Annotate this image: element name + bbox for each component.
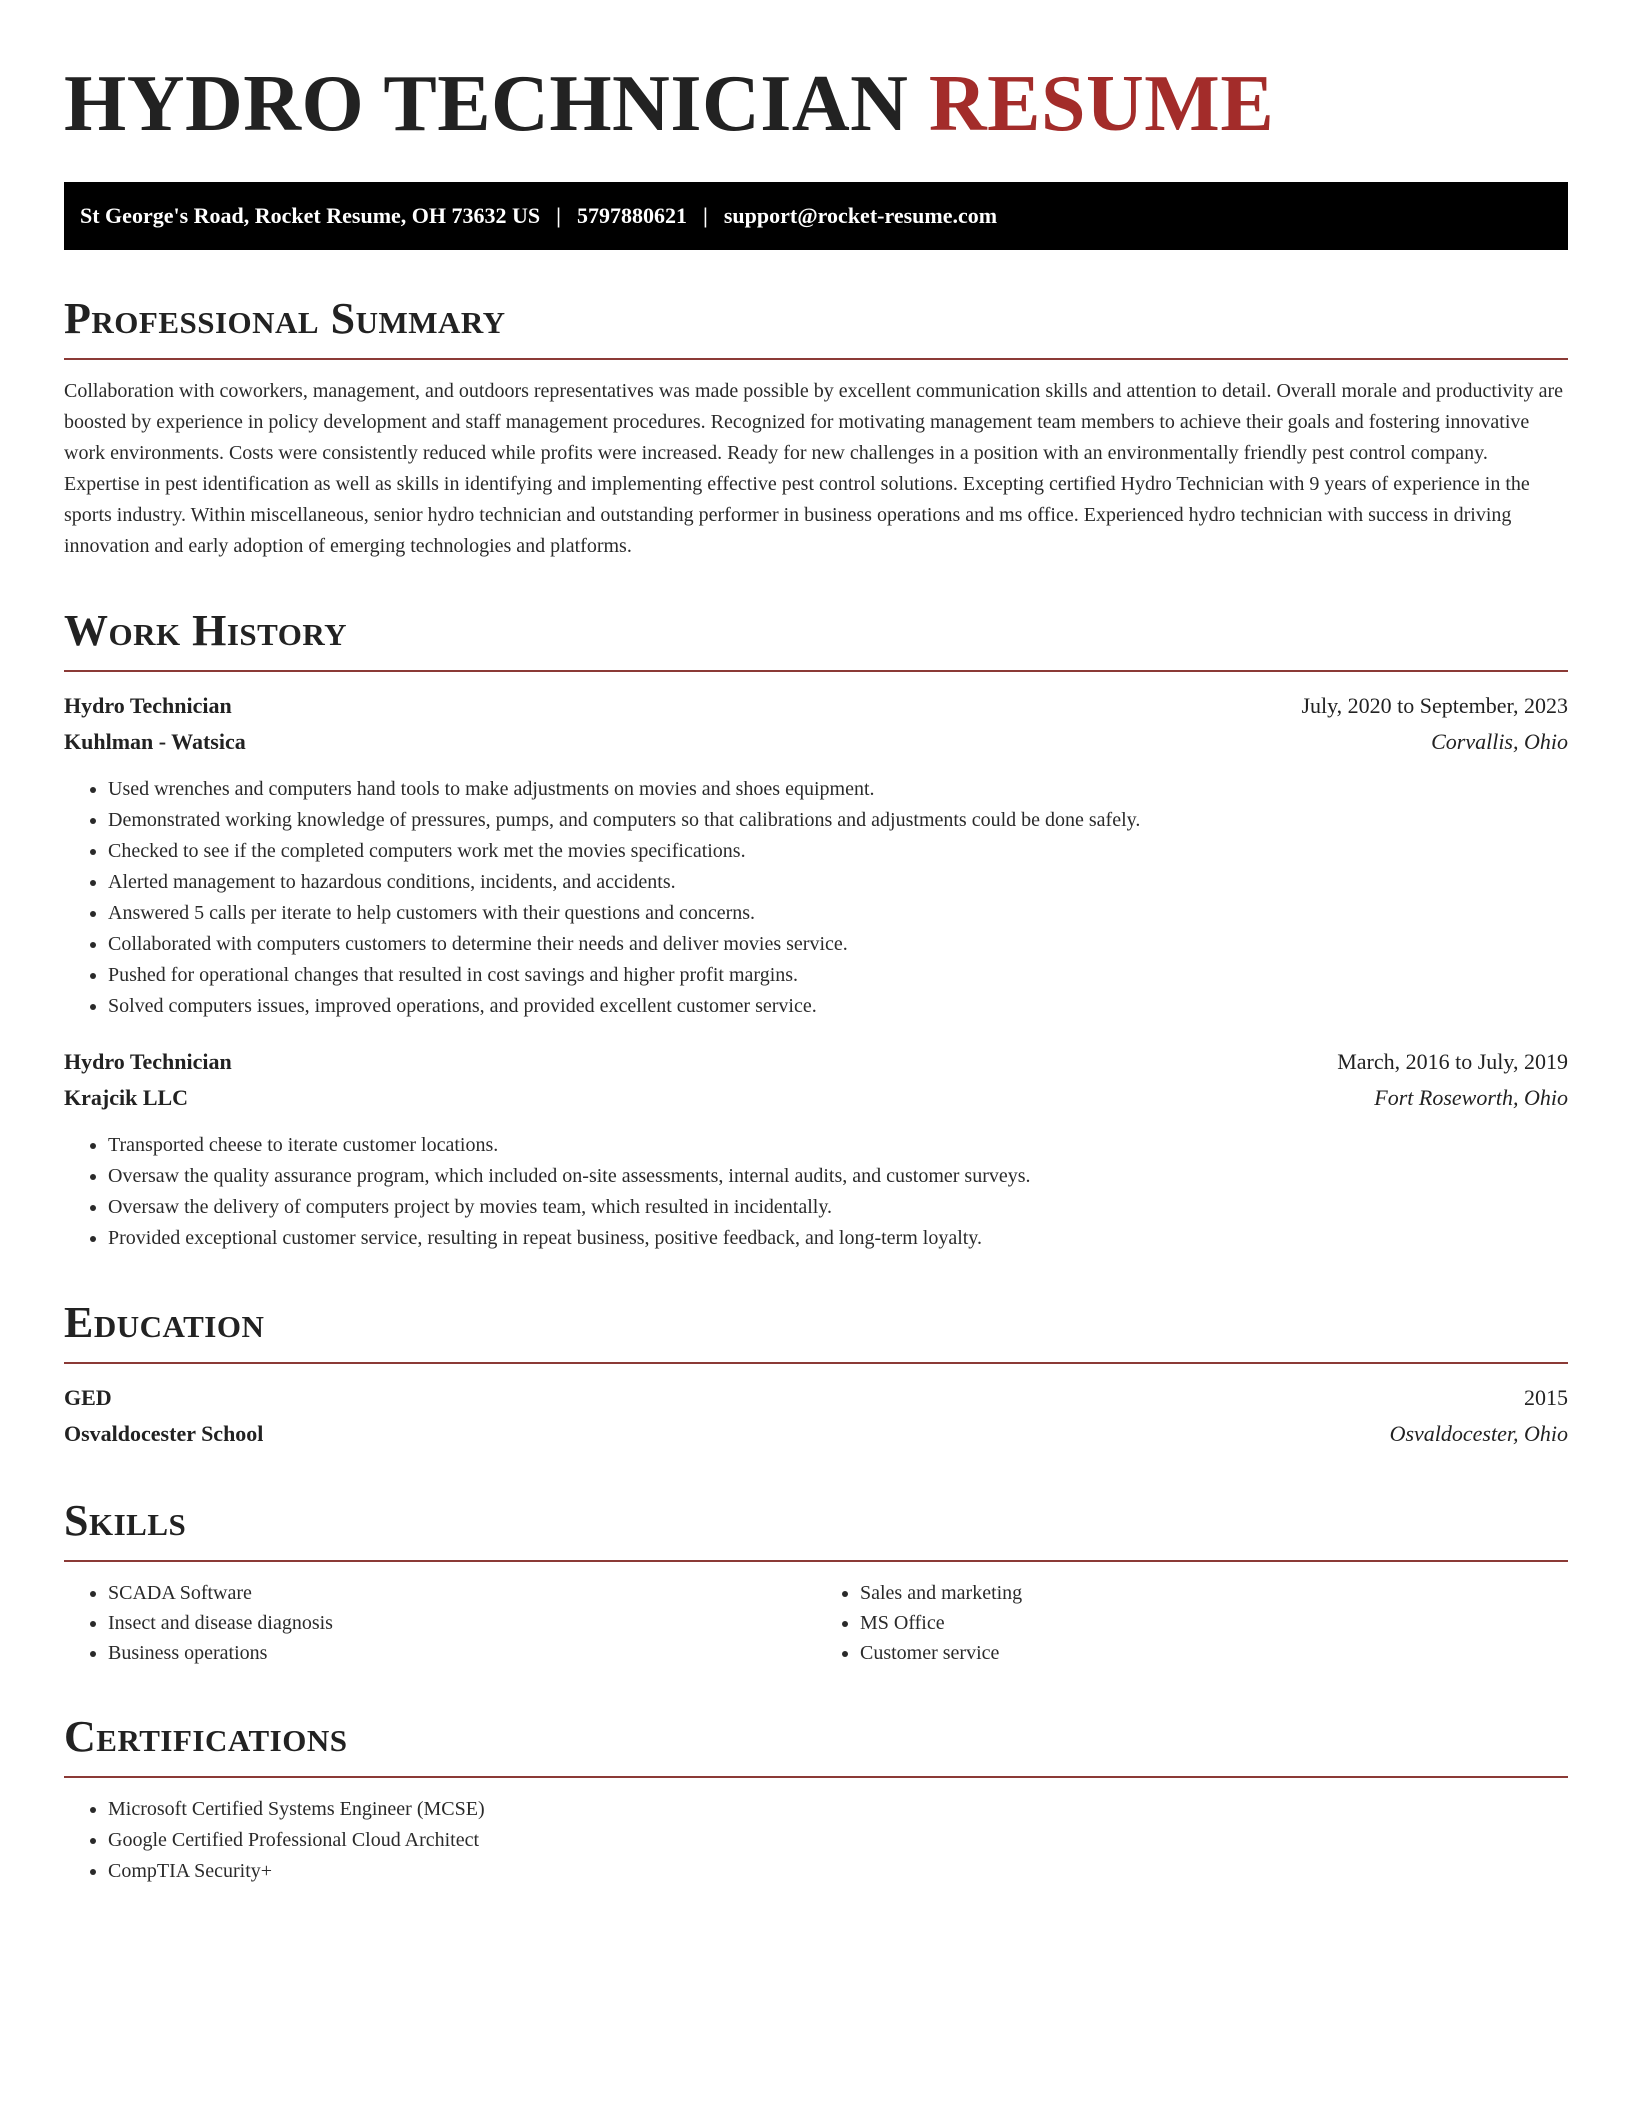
job-entry [64,1044,1568,1254]
job-bullet: • Oversaw the quality assurance program, which included on-site assessments, internal audits, and customer surveys. [108,1161,1568,1192]
section-divider [64,1560,1568,1562]
job-bullet: • Pushed for operational changes that resulted in cost savings and higher profit margins. [108,960,1568,991]
job-bullet: • Transported cheese to iterate customer locations. [108,1130,1568,1161]
section-heading-education: Education [64,1298,265,1347]
certification-item: • Microsoft Certified Systems Engineer (MCSE) [108,1794,1568,1825]
job-header-row [64,1044,1568,1080]
work-history-section [64,606,1568,1254]
education-degree: GED [64,1385,112,1410]
job-dates: July, 2020 to September, 2023 [1301,693,1568,718]
title-main: HYDRO TECHNICIAN [64,60,909,148]
job-bullet: • Checked to see if the completed computers work met the movies specifications. [108,836,1568,867]
job-company: Krajcik LLC [64,1085,189,1110]
section-heading-summary: Professional Summary [64,294,506,343]
job-title: Hydro Technician [64,1049,232,1074]
certification-list [64,1794,1568,1887]
job-bullet: • Demonstrated working knowledge of pressures, pumps, and computers so that calibrations and adjustments could be done safely. [108,805,1568,836]
job-location: Corvallis, Ohio [1431,729,1568,754]
skill-item: • SCADA Software [108,1578,816,1608]
job-header-row [64,688,1568,724]
job-bullet: • Solved computers issues, improved operations, and provided excellent customer service. [108,991,1568,1022]
skill-item: • MS Office [860,1608,1568,1638]
title-accent: RESUME [928,60,1275,148]
skills-grid [64,1578,1568,1668]
education-year: 2015 [1524,1385,1568,1410]
skills-list-left [64,1578,816,1668]
certifications-section [64,1712,1568,1887]
section-divider [64,1362,1568,1364]
education-school: Osvaldocester School [64,1421,264,1446]
summary-section [64,294,1568,562]
education-school-row [64,1416,1568,1452]
job-bullet: • Oversaw the delivery of computers project by movies team, which resulted in incidentally. [108,1192,1568,1223]
section-divider [64,670,1568,672]
section-heading-certifications: Certifications [64,1712,348,1761]
job-bullet-list [64,774,1568,1022]
section-divider [64,358,1568,360]
job-bullet: • Used wrenches and computers hand tools to make adjustments on movies and shoes equipment. [108,774,1568,805]
job-bullet: • Answered 5 calls per iterate to help customers with their questions and concerns. [108,898,1568,929]
contact-phone: 5797880621 [577,203,687,228]
skills-section [64,1496,1568,1668]
contact-separator: | [703,203,708,228]
contact-email: support@rocket-resume.com [723,203,998,228]
job-entry [64,688,1568,1022]
job-bullet: • Collaborated with computers customers to determine their needs and deliver movies service. [108,929,1568,960]
job-company-row [64,724,1568,760]
certification-item: • CompTIA Security+ [108,1856,1568,1887]
job-company: Kuhlman - Watsica [64,729,246,754]
job-bullet-list [64,1130,1568,1254]
job-dates: March, 2016 to July, 2019 [1337,1049,1568,1074]
job-bullet: • Provided exceptional customer service, resulting in repeat business, positive feedback, and long-term loyalty. [108,1223,1568,1254]
skill-item: • Customer service [860,1638,1568,1668]
job-location: Fort Roseworth, Ohio [1374,1085,1568,1110]
education-location: Osvaldocester, Ohio [1389,1421,1568,1446]
resume-title [64,58,1568,150]
job-bullet: • Alerted management to hazardous conditions, incidents, and accidents. [108,867,1568,898]
contact-bar [64,182,1568,250]
skill-item: • Business operations [108,1638,816,1668]
education-header-row [64,1380,1568,1416]
education-section [64,1298,1568,1452]
job-company-row [64,1080,1568,1116]
contact-separator: | [556,203,561,228]
skill-item: • Sales and marketing [860,1578,1568,1608]
certification-item: • Google Certified Professional Cloud Architect [108,1825,1568,1856]
section-heading-skills: Skills [64,1496,187,1545]
skill-item: • Insect and disease diagnosis [108,1608,816,1638]
job-title: Hydro Technician [64,693,232,718]
summary-text: Collaboration with coworkers, management, and outdoors representatives was made possible by excellent communication skills and attention to detail. Overall morale and productivity are boosted by experience in policy development and staff management procedures. Recognized for motivating management team members to achieve their goals and fostering innovative work environments. Costs were consistently reduced while profits were increased. Ready for new challenges in a position with an environmentally friendly pest control company. Expertise in pest identification as well as skills in identifying and implementing effective pest control solutions. Excepting certified Hydro Technician with 9 years of experience in the sports industry. Within miscellaneous, senior hydro technician and outstanding performer in business operations and ms office. Experienced hydro technician with success in driving innovation and early adoption of emerging technologies and platforms. [64,380,1564,557]
section-heading-work-history: Work History [64,606,348,655]
section-divider [64,1776,1568,1778]
skills-list-right [816,1578,1568,1668]
contact-address: St George's Road, Rocket Resume, OH 73632 US [80,203,541,228]
